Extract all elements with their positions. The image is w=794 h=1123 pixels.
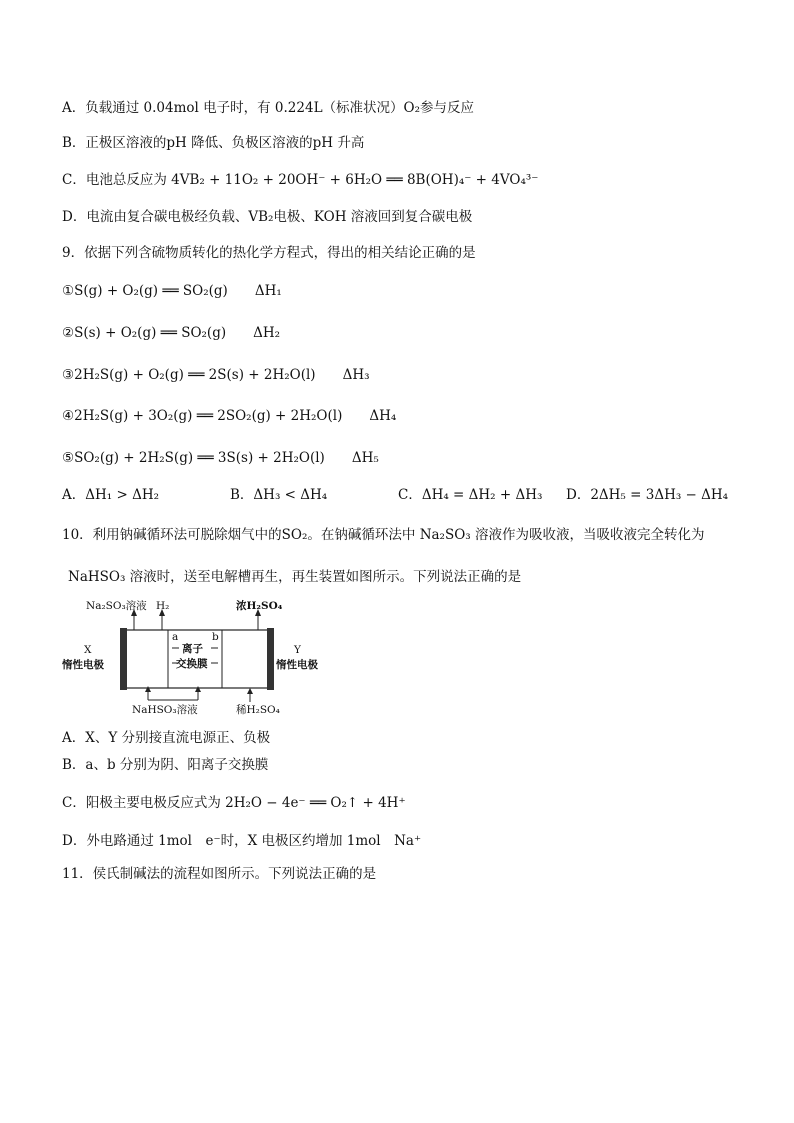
- q9-equation-2: ②S(s) + O₂(g) ══ SO₂(g) ΔH₂: [62, 325, 281, 341]
- label-x: X: [84, 644, 92, 656]
- q8-option-c: C．电池总反应为 4VB₂ + 11O₂ + 20OH⁻ + 6H₂O ══ 8B(OH)₄⁻ + 4VO₄³⁻: [62, 172, 539, 188]
- q10-option-c: C．阳极主要电极反应式为 2H₂O − 4e⁻ ══ O₂↑ + 4H⁺: [62, 795, 406, 811]
- q11-stem: 11．侯氏制碱法的流程如图所示。下列说法正确的是: [62, 866, 377, 882]
- q9-equation-5: ⑤SO₂(g) + 2H₂S(g) ══ 3S(s) + 2H₂O(l) ΔH₅: [62, 450, 379, 466]
- label-h2-out: H₂: [156, 600, 170, 612]
- q9-option-b: B．ΔH₃ < ΔH₄: [230, 487, 328, 503]
- q9-stem: 9．依据下列含硫物质转化的热化学方程式，得出的相关结论正确的是: [62, 245, 476, 261]
- q10-stem-line1: 10．利用钠碱循环法可脱除烟气中的SO₂。在钠碱循环法中 Na₂SO₃ 溶液作为吸收液，当吸收液完全转化为: [62, 527, 705, 543]
- electrode-x: [120, 628, 127, 690]
- label-conc-h2so4-out: 浓H₂SO₄: [236, 600, 283, 612]
- q10-option-b: B．a、b 分别为阴、阳离子交换膜: [62, 757, 269, 773]
- label-exchange-membrane: 交换膜: [176, 658, 208, 670]
- label-y: Y: [294, 644, 301, 656]
- label-dilute-h2so4-in: 稀H₂SO₄: [236, 704, 280, 716]
- label-na2so3-out: Na₂SO₃溶液: [86, 600, 147, 612]
- q8-option-b: B．正极区溶液的pH 降低、负极区溶液的pH 升高: [62, 135, 365, 151]
- q8-option-a: A．负载通过 0.04mol 电子时，有 0.224L（标准状况）O₂参与反应: [62, 100, 475, 116]
- label-membrane-b: b: [212, 631, 219, 643]
- q9-equation-4: ④2H₂S(g) + 3O₂(g) ══ 2SO₂(g) + 2H₂O(l) ΔH₄: [62, 408, 397, 424]
- q9-option-a: A．ΔH₁ > ΔH₂: [62, 487, 160, 503]
- q9-option-d: D．2ΔH₅ = 3ΔH₃ − ΔH₄: [566, 487, 729, 503]
- q9-equation-3: ③2H₂S(g) + O₂(g) ══ 2S(s) + 2H₂O(l) ΔH₃: [62, 367, 370, 383]
- label-ion: 离子: [182, 643, 203, 655]
- label-membrane-a: a: [172, 631, 179, 643]
- electrode-y: [267, 628, 274, 690]
- electrolysis-cell-diagram: [60, 600, 318, 718]
- q9-option-c: C．ΔH₄ = ΔH₂ + ΔH₃: [398, 487, 543, 503]
- q10-option-d: D．外电路通过 1mol e⁻时，X 电极区约增加 1mol Na⁺: [62, 833, 422, 849]
- q10-option-a: A．X、Y 分别接直流电源正、负极: [62, 730, 271, 746]
- label-x-electrode: 惰性电极: [62, 659, 104, 671]
- q9-equation-1: ①S(g) + O₂(g) ══ SO₂(g) ΔH₁: [62, 283, 282, 299]
- q10-stem-line2: NaHSO₃ 溶液时，送至电解槽再生，再生装置如图所示。下列说法正确的是: [68, 569, 522, 585]
- label-nahso3-in: NaHSO₃溶液: [132, 704, 198, 716]
- label-y-electrode: 惰性电极: [276, 659, 318, 671]
- q8-option-d: D．电流由复合碳电极经负载、VB₂电极、KOH 溶液回到复合碳电极: [62, 209, 473, 225]
